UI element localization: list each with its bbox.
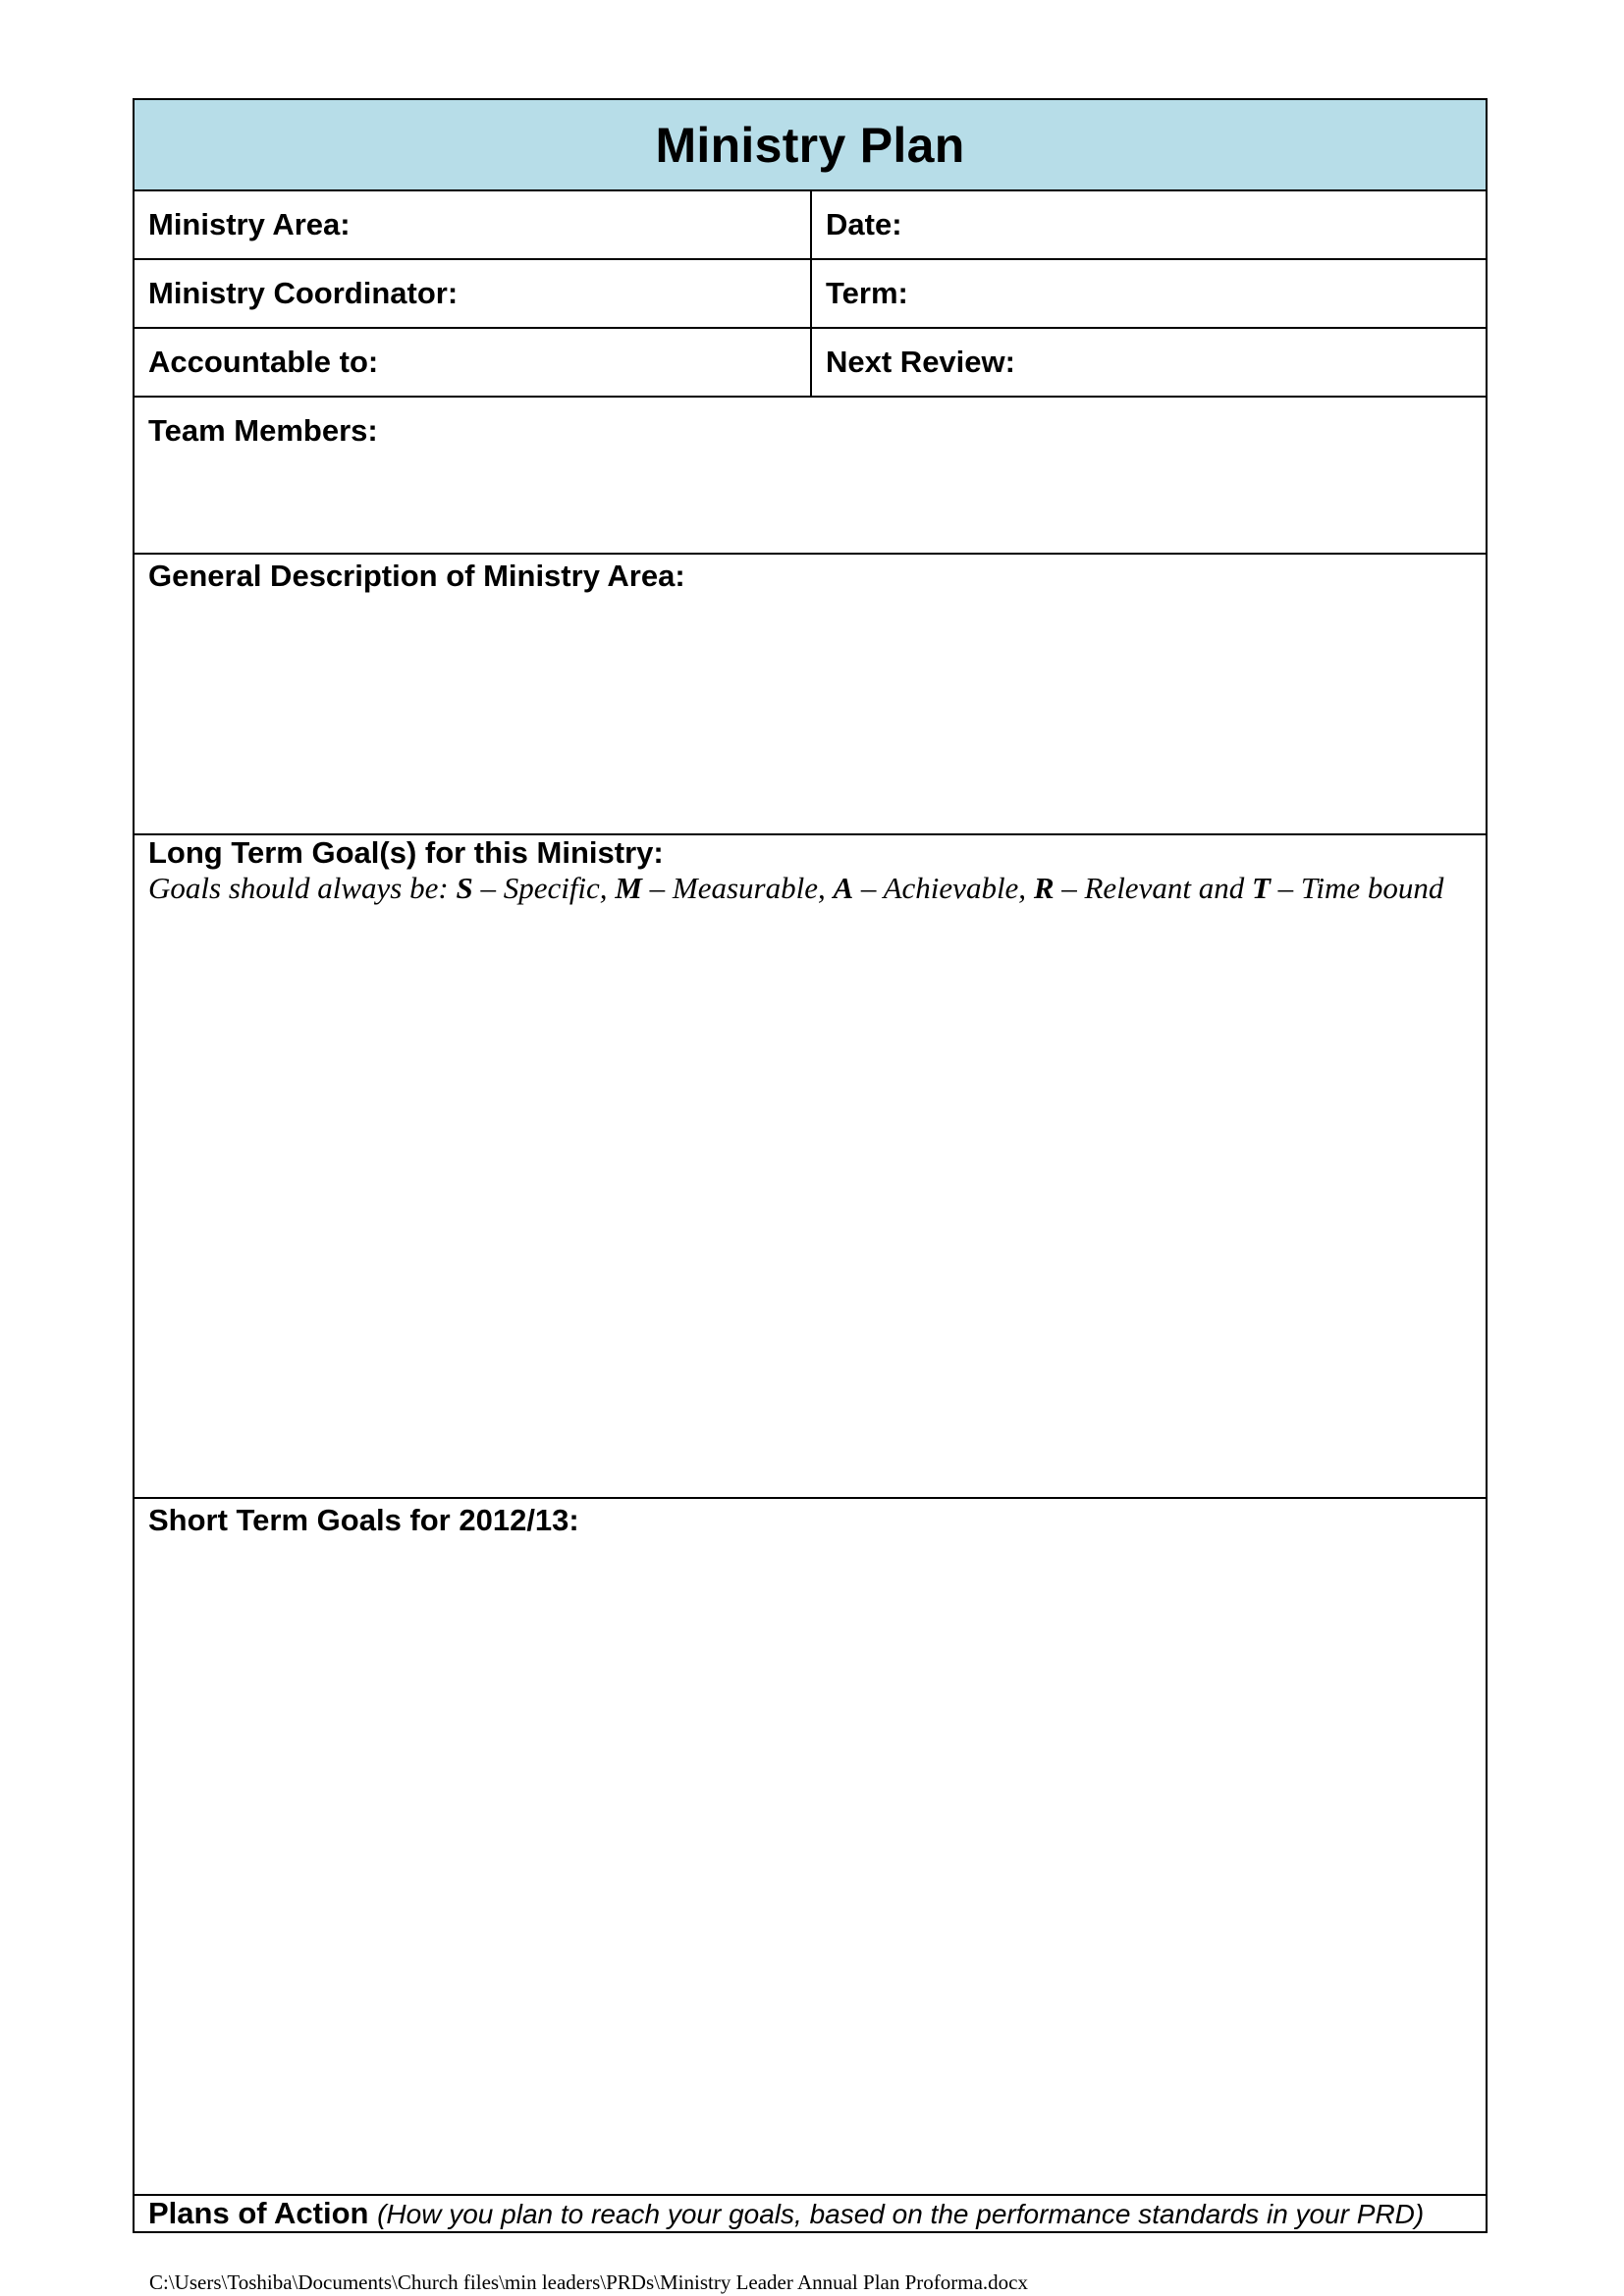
general-description-label: General Description of Ministry Area: — [148, 559, 685, 593]
date-label: Date: — [826, 207, 902, 241]
plans-of-action-section[interactable] — [135, 2194, 1486, 2231]
ministry-coordinator-field[interactable] — [135, 260, 812, 327]
hint-r-text: – Relevant and — [1054, 871, 1252, 905]
form-title: Ministry Plan — [655, 117, 965, 173]
row-accountable-review — [135, 327, 1486, 396]
hint-t-text: – Time bound — [1270, 871, 1444, 905]
plans-of-action-note: (How you plan to reach your goals, based on the performance standards in your PRD) — [377, 2199, 1425, 2229]
hint-t-letter: T — [1251, 871, 1271, 905]
accountable-to-field[interactable] — [135, 329, 812, 396]
ministry-plan-form — [133, 98, 1488, 2233]
hint-m-text: – Measurable, — [641, 871, 834, 905]
ministry-area-label: Ministry Area: — [148, 207, 351, 241]
title-row — [135, 98, 1486, 189]
hint-m-letter: M — [615, 871, 642, 905]
plans-of-action-label — [148, 2196, 1424, 2231]
hint-prefix: Goals should always be: — [148, 871, 457, 905]
hint-r-letter: R — [1033, 871, 1055, 905]
general-description-section[interactable] — [135, 553, 1486, 833]
ministry-coordinator-label: Ministry Coordinator: — [148, 276, 459, 310]
team-members-section[interactable] — [135, 396, 1486, 553]
hint-s-text: – Specific, — [472, 871, 616, 905]
hint-a-text: – Achievable, — [853, 871, 1034, 905]
term-field[interactable] — [812, 260, 1486, 327]
date-field[interactable] — [812, 191, 1486, 258]
long-term-goals-label: Long Term Goal(s) for this Ministry: — [148, 835, 664, 870]
short-term-goals-label: Short Term Goals for 2012/13: — [148, 1503, 579, 1537]
hint-s-letter: S — [456, 871, 473, 905]
long-term-goals-section[interactable] — [135, 833, 1486, 1497]
team-members-label: Team Members: — [148, 413, 378, 448]
ministry-area-field[interactable] — [135, 191, 812, 258]
row-area-date — [135, 189, 1486, 258]
term-label: Term: — [826, 276, 908, 310]
short-term-goals-section[interactable] — [135, 1497, 1486, 2194]
smart-goals-hint — [148, 871, 1443, 906]
footer-file-path: C:\Users\Toshiba\Documents\Church files\min leaders\PRDs\Ministry Leader Annual Plan Proforma.docx — [149, 2270, 1028, 2294]
row-coordinator-term — [135, 258, 1486, 327]
hint-a-letter: A — [833, 871, 854, 905]
next-review-label: Next Review: — [826, 345, 1015, 379]
plans-of-action-title: Plans of Action — [148, 2196, 369, 2230]
next-review-field[interactable] — [812, 329, 1486, 396]
accountable-to-label: Accountable to: — [148, 345, 379, 379]
